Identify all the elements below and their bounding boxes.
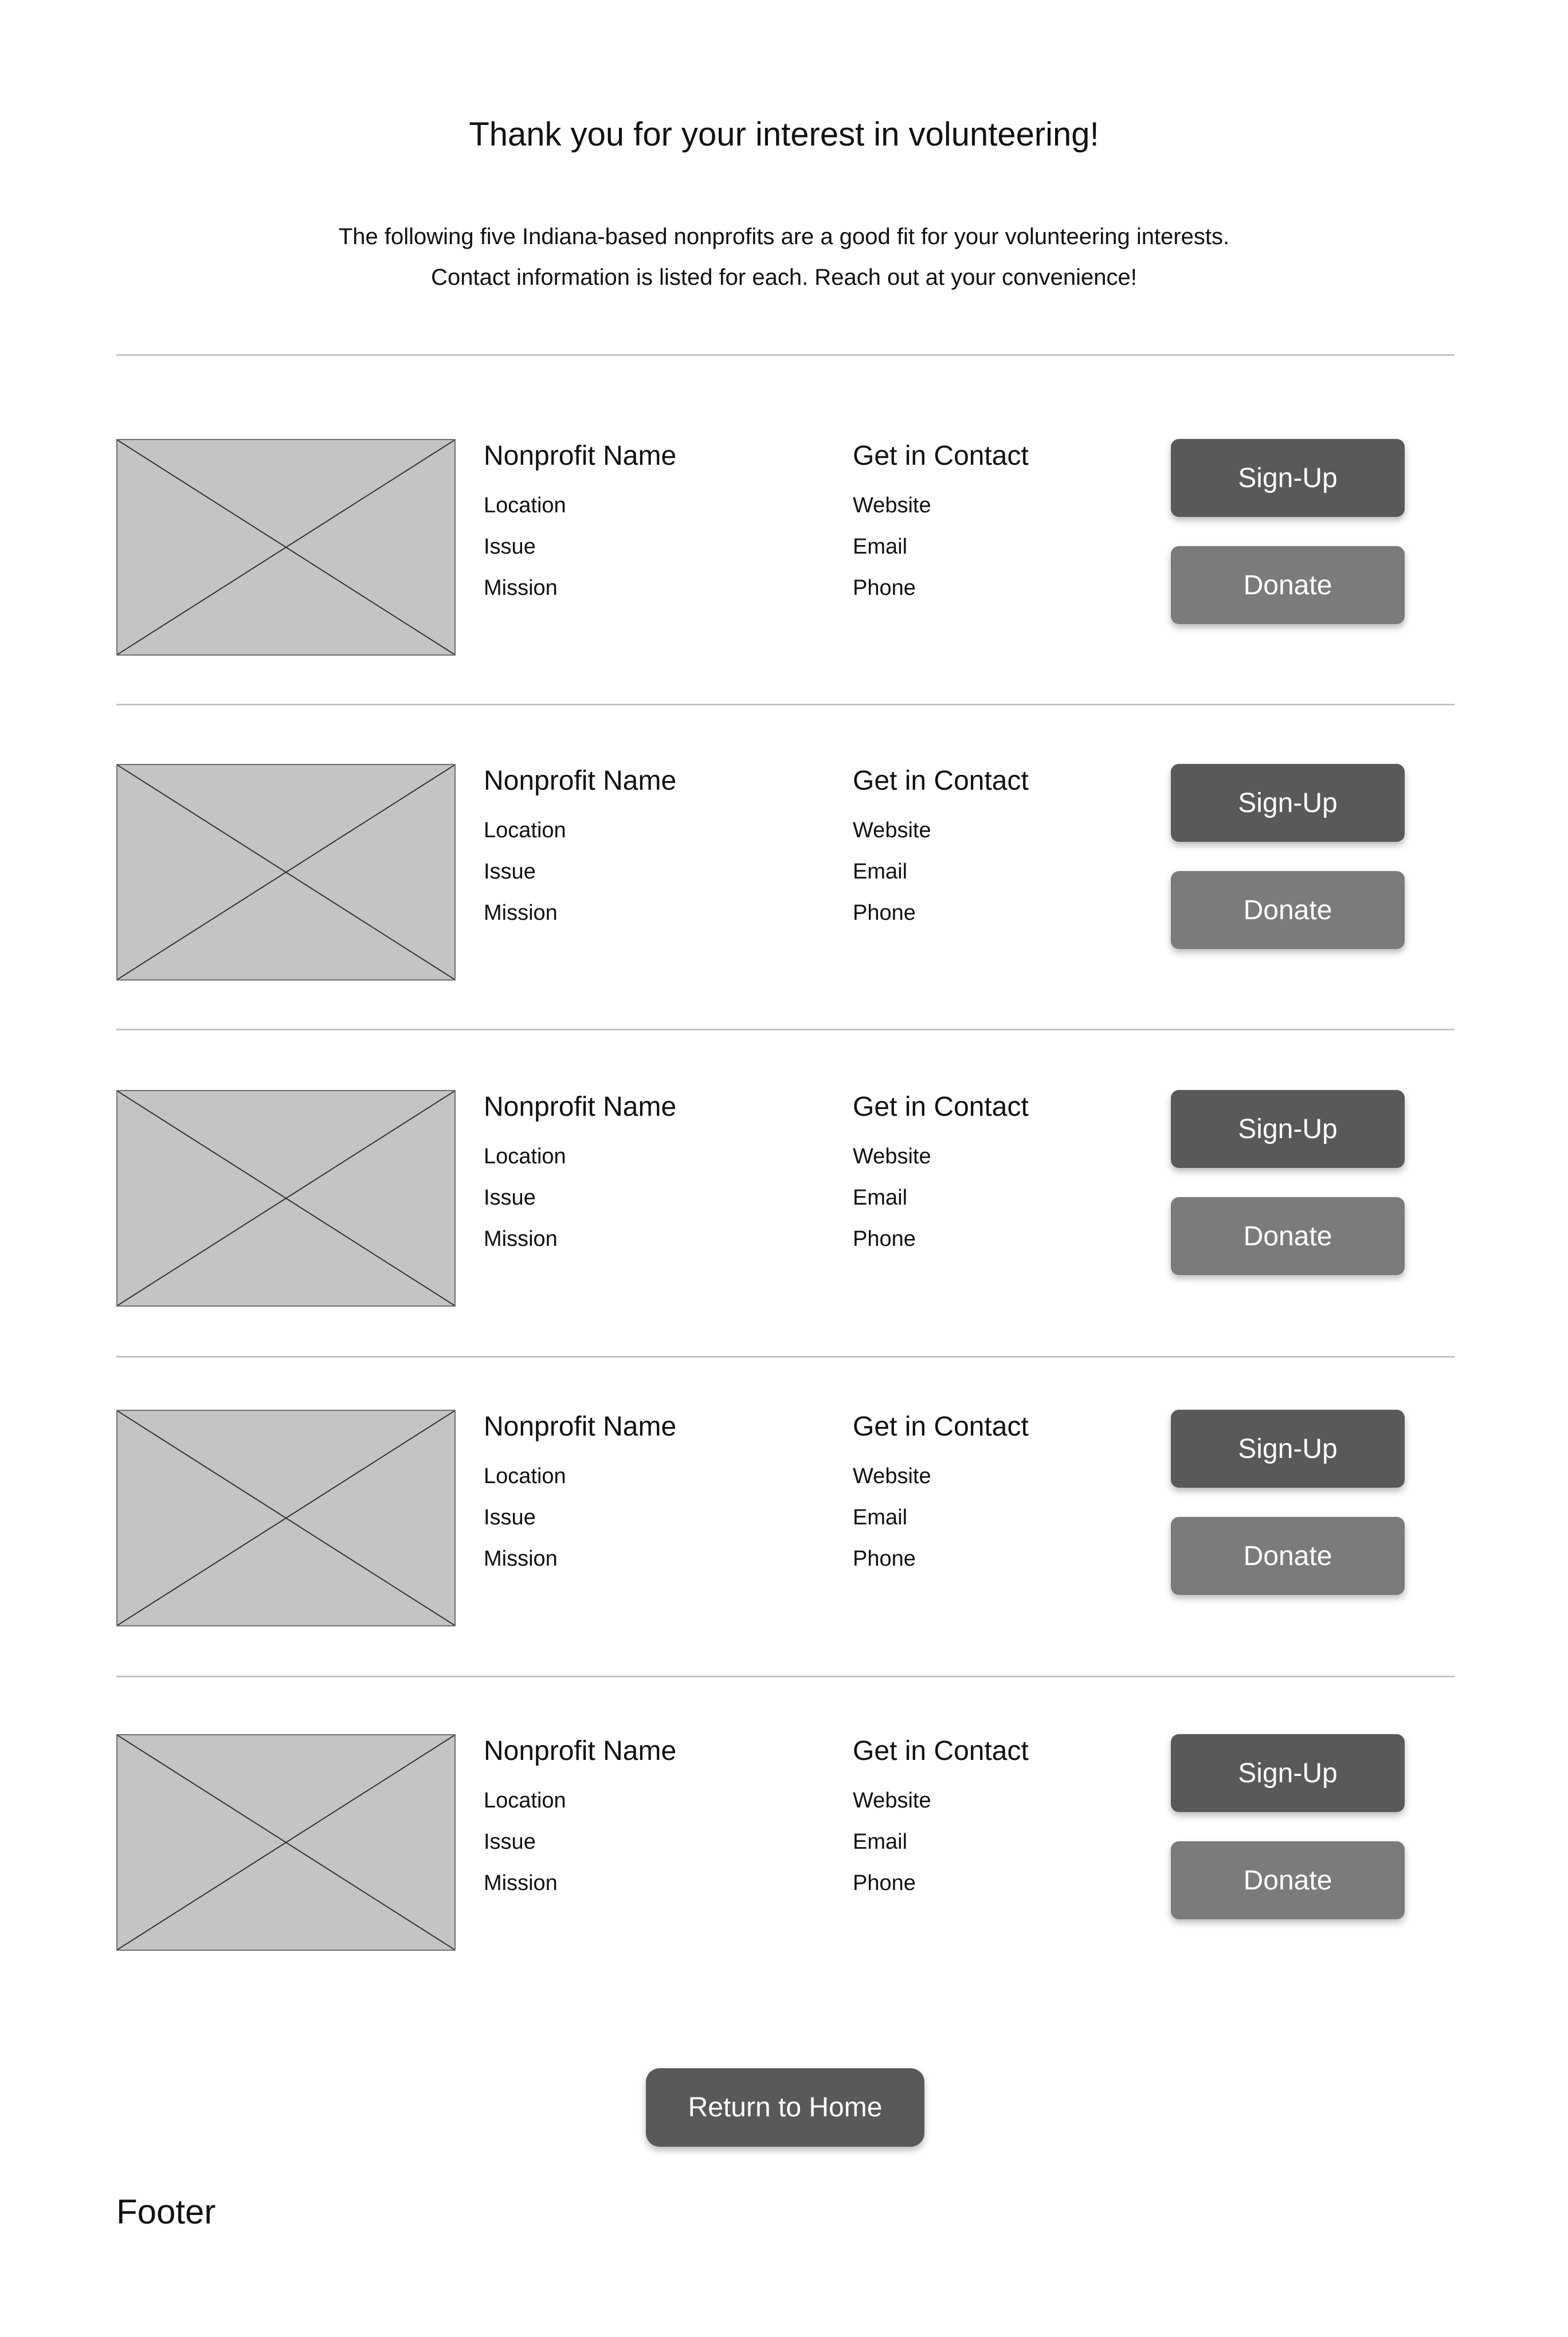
signup-button[interactable]: Sign-Up xyxy=(1171,764,1405,842)
nonprofit-location: Location xyxy=(484,1789,566,1813)
nonprofit-mission: Mission xyxy=(484,576,558,600)
contact-email: Email xyxy=(853,1830,908,1854)
image-placeholder xyxy=(116,1090,456,1307)
contact-email: Email xyxy=(853,1186,908,1210)
nonprofit-location: Location xyxy=(484,493,566,517)
contact-info xyxy=(853,1734,1029,1904)
nonprofit-issue: Issue xyxy=(484,1830,536,1854)
contact-email: Email xyxy=(853,1505,908,1530)
contact-website: Website xyxy=(853,1789,931,1813)
nonprofit-mission: Mission xyxy=(484,1871,558,1895)
contact-heading: Get in Contact xyxy=(853,1092,1029,1122)
donate-button[interactable]: Donate xyxy=(1171,871,1405,949)
page-title: Thank you for your interest in volunteering! xyxy=(469,116,1099,153)
intro-line-1: The following five Indiana-based nonprofits are a good fit for your volunteering interests. xyxy=(338,224,1230,249)
donate-button[interactable]: Donate xyxy=(1171,546,1405,624)
contact-website: Website xyxy=(853,493,931,517)
footer: Footer xyxy=(116,2193,216,2231)
nonprofit-card-2 xyxy=(0,764,1568,982)
nonprofit-name: Nonprofit Name xyxy=(484,1736,677,1766)
nonprofit-card-1 xyxy=(0,439,1568,657)
contact-website: Website xyxy=(853,1464,931,1488)
nonprofit-info xyxy=(484,1734,676,1904)
return-home-button[interactable]: Return to Home xyxy=(646,2068,924,2147)
contact-website: Website xyxy=(853,818,931,842)
donate-button[interactable]: Donate xyxy=(1171,1517,1405,1595)
divider xyxy=(116,1029,1455,1030)
nonprofit-card-5 xyxy=(0,1734,1568,1952)
nonprofit-name: Nonprofit Name xyxy=(484,1092,677,1122)
divider xyxy=(116,1676,1455,1677)
contact-phone: Phone xyxy=(853,1871,916,1895)
contact-email: Email xyxy=(853,860,908,884)
contact-phone: Phone xyxy=(853,1227,916,1251)
divider xyxy=(116,1356,1455,1358)
intro-line-2: Contact information is listed for each. Reach out at your convenience! xyxy=(431,265,1137,290)
image-placeholder xyxy=(116,439,456,656)
nonprofit-info xyxy=(484,1410,676,1579)
nonprofit-mission: Mission xyxy=(484,1227,558,1251)
nonprofit-mission: Mission xyxy=(484,1547,558,1571)
image-placeholder xyxy=(116,1734,456,1951)
contact-info xyxy=(853,1090,1029,1260)
nonprofit-name: Nonprofit Name xyxy=(484,1411,677,1442)
contact-heading: Get in Contact xyxy=(853,441,1029,471)
nonprofit-info xyxy=(484,439,676,609)
signup-button[interactable]: Sign-Up xyxy=(1171,1090,1405,1168)
nonprofit-mission: Mission xyxy=(484,901,558,925)
contact-info xyxy=(853,439,1029,609)
contact-heading: Get in Contact xyxy=(853,1736,1029,1766)
nonprofit-location: Location xyxy=(484,818,566,842)
contact-phone: Phone xyxy=(853,576,916,600)
nonprofit-info xyxy=(484,764,676,934)
nonprofit-name: Nonprofit Name xyxy=(484,441,677,471)
nonprofit-name: Nonprofit Name xyxy=(484,766,677,796)
signup-button[interactable]: Sign-Up xyxy=(1171,1734,1405,1812)
nonprofit-issue: Issue xyxy=(484,1505,536,1530)
contact-heading: Get in Contact xyxy=(853,1411,1029,1442)
nonprofit-issue: Issue xyxy=(484,1186,536,1210)
nonprofit-issue: Issue xyxy=(484,860,536,884)
contact-email: Email xyxy=(853,535,908,559)
nonprofit-issue: Issue xyxy=(484,535,536,559)
donate-button[interactable]: Donate xyxy=(1171,1841,1405,1919)
contact-heading: Get in Contact xyxy=(853,766,1029,796)
nonprofit-location: Location xyxy=(484,1464,566,1488)
contact-info xyxy=(853,1410,1029,1579)
contact-info xyxy=(853,764,1029,934)
nonprofit-card-4 xyxy=(0,1410,1568,1628)
image-placeholder xyxy=(116,1410,456,1626)
contact-phone: Phone xyxy=(853,1547,916,1571)
donate-button[interactable]: Donate xyxy=(1171,1197,1405,1275)
divider xyxy=(116,354,1455,356)
intro-text xyxy=(0,217,1568,298)
nonprofit-card-3 xyxy=(0,1090,1568,1308)
nonprofit-info xyxy=(484,1090,676,1260)
contact-website: Website xyxy=(853,1144,931,1168)
divider xyxy=(116,704,1455,705)
contact-phone: Phone xyxy=(853,901,916,925)
signup-button[interactable]: Sign-Up xyxy=(1171,439,1405,517)
nonprofit-location: Location xyxy=(484,1144,566,1168)
signup-button[interactable]: Sign-Up xyxy=(1171,1410,1405,1488)
image-placeholder xyxy=(116,764,456,981)
